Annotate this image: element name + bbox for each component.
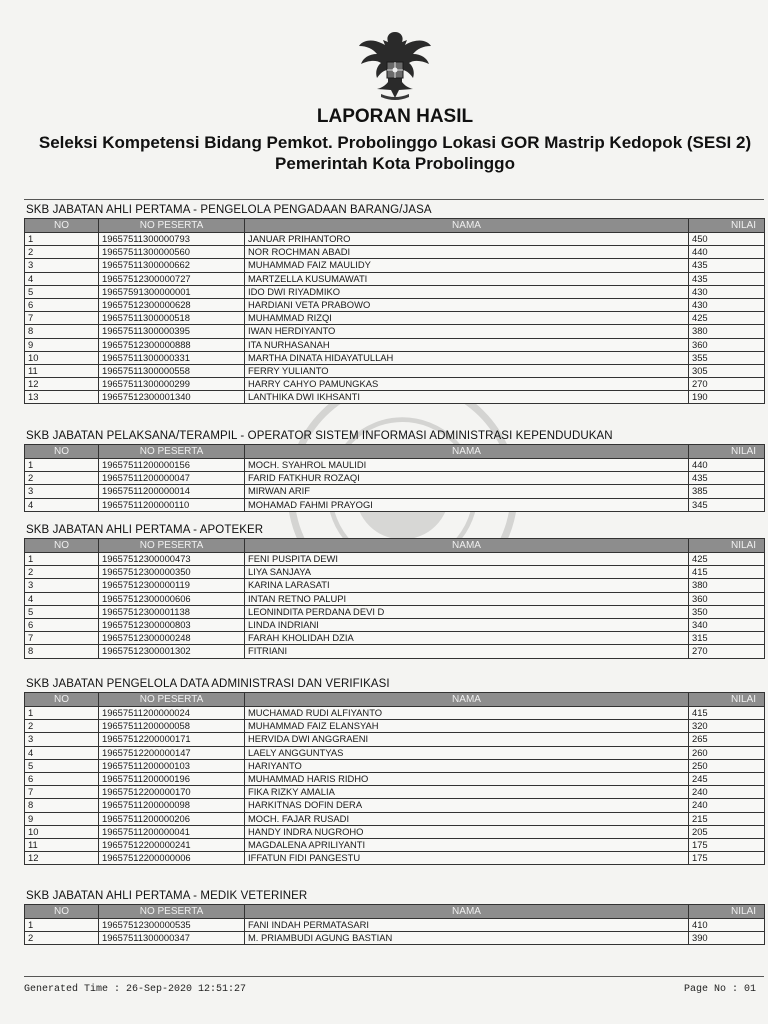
col-header-no: NO	[25, 905, 99, 919]
col-header-nama: NAMA	[245, 445, 689, 459]
cell-no-peserta: 19657512300001340	[99, 391, 245, 404]
cell-nama: FANI INDAH PERMATASARI	[245, 919, 689, 932]
table-row	[25, 932, 765, 945]
cell-no-peserta: 19657512200000241	[99, 838, 245, 851]
cell-no-peserta: 19657512300001138	[99, 605, 245, 618]
cell-no: 6	[25, 618, 99, 631]
cell-nama: HANDY INDRA NUGROHO	[245, 825, 689, 838]
cell-no-peserta: 19657511200000058	[99, 720, 245, 733]
cell-no-peserta: 19657512300000473	[99, 553, 245, 566]
table-row	[25, 351, 765, 364]
table-row	[25, 498, 765, 511]
cell-no: 8	[25, 799, 99, 812]
cell-nilai: 435	[689, 272, 765, 285]
cell-nilai: 320	[689, 720, 765, 733]
cell-nama: HARRY CAHYO PAMUNGKAS	[245, 378, 689, 391]
cell-nilai: 260	[689, 746, 765, 759]
cell-nama: MOHAMAD FAHMI PRAYOGI	[245, 498, 689, 511]
cell-nilai: 360	[689, 592, 765, 605]
cell-no-peserta: 19657511300000347	[99, 932, 245, 945]
cell-nilai: 440	[689, 246, 765, 259]
cell-no-peserta: 19657511200000041	[99, 825, 245, 838]
cell-nama: FARID FATKHUR ROZAQI	[245, 472, 689, 485]
table-row	[25, 312, 765, 325]
cell-no-peserta: 19657512300000628	[99, 298, 245, 311]
page-number: Page No : 01	[684, 984, 757, 995]
table-row	[25, 720, 765, 733]
cell-nilai: 430	[689, 298, 765, 311]
table-header-row	[25, 539, 765, 553]
cell-no: 11	[25, 364, 99, 377]
table-body	[25, 919, 765, 945]
cell-nilai: 215	[689, 812, 765, 825]
cell-no-peserta: 19657511300000558	[99, 364, 245, 377]
table-body	[25, 233, 765, 404]
cell-no-peserta: 19657511300000518	[99, 312, 245, 325]
col-header-nilai: NILAI	[689, 539, 765, 553]
cell-no-peserta: 19657511200000014	[99, 485, 245, 498]
cell-nilai: 415	[689, 707, 765, 720]
cell-no: 4	[25, 272, 99, 285]
col-header-nilai: NILAI	[689, 905, 765, 919]
col-header-peserta: NO PESERTA	[99, 219, 245, 233]
cell-nama: INTAN RETNO PALUPI	[245, 592, 689, 605]
cell-nilai: 355	[689, 351, 765, 364]
table-row	[25, 233, 765, 246]
table-row	[25, 746, 765, 759]
cell-no-peserta: 19657511300000560	[99, 246, 245, 259]
col-header-nama: NAMA	[245, 905, 689, 919]
cell-no: 13	[25, 391, 99, 404]
cell-nama: FARAH KHOLIDAH DZIA	[245, 632, 689, 645]
table-row	[25, 472, 765, 485]
cell-nilai: 425	[689, 312, 765, 325]
table-row	[25, 645, 765, 658]
cell-nilai: 425	[689, 553, 765, 566]
table-row	[25, 579, 765, 592]
table-header-row	[25, 219, 765, 233]
cell-nama: LANTHIKA DWI IKHSANTI	[245, 391, 689, 404]
table-row	[25, 733, 765, 746]
table-row	[25, 553, 765, 566]
cell-no: 7	[25, 786, 99, 799]
table-row	[25, 618, 765, 631]
col-header-no: NO	[25, 445, 99, 459]
table-row	[25, 707, 765, 720]
cell-nama: HARKITNAS DOFIN DERA	[245, 799, 689, 812]
table-body	[25, 707, 765, 865]
cell-nama: FITRIANI	[245, 645, 689, 658]
cell-no-peserta: 19657512200000170	[99, 786, 245, 799]
cell-no: 1	[25, 459, 99, 472]
table-row	[25, 825, 765, 838]
cell-no: 9	[25, 338, 99, 351]
col-header-nama: NAMA	[245, 219, 689, 233]
cell-nilai: 270	[689, 645, 765, 658]
col-header-nama: NAMA	[245, 539, 689, 553]
table-header-row	[25, 445, 765, 459]
section-apoteker	[24, 523, 764, 659]
cell-no-peserta: 19657512300000535	[99, 919, 245, 932]
col-header-no: NO	[25, 693, 99, 707]
cell-nama: IWAN HERDIYANTO	[245, 325, 689, 338]
cell-no: 1	[25, 919, 99, 932]
generated-time: Generated Time : 26-Sep-2020 12:51:27	[24, 984, 247, 995]
report-organization: Pemerintah Kota Probolinggo	[275, 154, 515, 173]
table-row	[25, 298, 765, 311]
cell-nama: HARIYANTO	[245, 759, 689, 772]
cell-nama: MARTHA DINATA HIDAYATULLAH	[245, 351, 689, 364]
cell-no-peserta: 19657591300000001	[99, 285, 245, 298]
cell-nama: MUHAMMAD RIZQI	[245, 312, 689, 325]
cell-nama: FIKA RIZKY AMALIA	[245, 786, 689, 799]
cell-no: 3	[25, 579, 99, 592]
cell-no: 5	[25, 759, 99, 772]
cell-nilai: 250	[689, 759, 765, 772]
cell-no: 2	[25, 566, 99, 579]
cell-nama: NOR ROCHMAN ABADI	[245, 246, 689, 259]
col-header-nilai: NILAI	[689, 445, 765, 459]
cell-no-peserta: 19657512200000147	[99, 746, 245, 759]
cell-no: 2	[25, 246, 99, 259]
table-row	[25, 852, 765, 865]
table-row	[25, 838, 765, 851]
cell-no-peserta: 19657512200000006	[99, 852, 245, 865]
cell-nama: MOCH. SYAHROL MAULIDI	[245, 459, 689, 472]
cell-no: 10	[25, 825, 99, 838]
cell-nilai: 345	[689, 498, 765, 511]
table-row	[25, 605, 765, 618]
cell-no: 4	[25, 746, 99, 759]
cell-nilai: 360	[689, 338, 765, 351]
cell-nama: IFFATUN FIDI PANGESTU	[245, 852, 689, 865]
table-row	[25, 632, 765, 645]
table-header-row	[25, 693, 765, 707]
cell-nilai: 265	[689, 733, 765, 746]
cell-no: 3	[25, 733, 99, 746]
cell-no: 3	[25, 485, 99, 498]
cell-no: 4	[25, 498, 99, 511]
cell-no: 8	[25, 325, 99, 338]
cell-nama: JANUAR PRIHANTORO	[245, 233, 689, 246]
cell-no: 6	[25, 772, 99, 785]
cell-no: 11	[25, 838, 99, 851]
section-title: SKB JABATAN AHLI PERTAMA - APOTEKER	[26, 524, 264, 536]
table-row	[25, 592, 765, 605]
table-row	[25, 566, 765, 579]
cell-nama: MARTZELLA KUSUMAWATI	[245, 272, 689, 285]
cell-no: 5	[25, 285, 99, 298]
cell-nilai: 270	[689, 378, 765, 391]
table-row	[25, 459, 765, 472]
cell-no-peserta: 19657512300000119	[99, 579, 245, 592]
table-row	[25, 391, 765, 404]
cell-nama: FENI PUSPITA DEWI	[245, 553, 689, 566]
cell-nama: LINDA INDRIANI	[245, 618, 689, 631]
cell-no-peserta: 19657511200000098	[99, 799, 245, 812]
table-row	[25, 812, 765, 825]
cell-nilai: 240	[689, 799, 765, 812]
results-table	[24, 218, 765, 404]
report-header	[0, 106, 768, 175]
table-row	[25, 364, 765, 377]
cell-no-peserta: 19657512300000727	[99, 272, 245, 285]
cell-nama: LEONINDITA PERDANA DEVI D	[245, 605, 689, 618]
cell-nilai: 350	[689, 605, 765, 618]
cell-nama: LIYA SANJAYA	[245, 566, 689, 579]
cell-no: 2	[25, 932, 99, 945]
cell-no: 2	[25, 472, 99, 485]
results-table	[24, 538, 765, 659]
cell-nama: IDO DWI RIYADMIKO	[245, 285, 689, 298]
cell-nama: HARDIANI VETA PRABOWO	[245, 298, 689, 311]
table-row	[25, 246, 765, 259]
cell-nilai: 380	[689, 325, 765, 338]
cell-no-peserta: 19657512200000171	[99, 733, 245, 746]
cell-no-peserta: 19657511200000196	[99, 772, 245, 785]
cell-no: 2	[25, 720, 99, 733]
cell-nilai: 390	[689, 932, 765, 945]
cell-no: 12	[25, 378, 99, 391]
cell-nilai: 190	[689, 391, 765, 404]
col-header-nilai: NILAI	[689, 693, 765, 707]
cell-nama: MUHAMMAD HARIS RIDHO	[245, 772, 689, 785]
cell-no: 8	[25, 645, 99, 658]
cell-no-peserta: 19657512300000888	[99, 338, 245, 351]
results-table	[24, 444, 765, 512]
cell-no: 1	[25, 233, 99, 246]
cell-nama: MIRWAN ARIF	[245, 485, 689, 498]
table-body	[25, 553, 765, 659]
cell-no: 9	[25, 812, 99, 825]
cell-nama: FERRY YULIANTO	[245, 364, 689, 377]
table-row	[25, 759, 765, 772]
table-row	[25, 786, 765, 799]
report-title: LAPORAN HASIL	[316, 106, 474, 127]
cell-no: 12	[25, 852, 99, 865]
cell-nama: LAELY ANGGUNTYAS	[245, 746, 689, 759]
col-header-nama: NAMA	[245, 693, 689, 707]
cell-no-peserta: 19657511300000662	[99, 259, 245, 272]
cell-no-peserta: 19657511200000110	[99, 498, 245, 511]
cell-no: 7	[25, 632, 99, 645]
cell-nama: HERVIDA DWI ANGGRAENI	[245, 733, 689, 746]
section-title: SKB JABATAN AHLI PERTAMA - MEDIK VETERINER	[26, 890, 308, 902]
section-pengadaan	[24, 203, 764, 404]
table-row	[25, 378, 765, 391]
section-medik-veteriner	[24, 889, 764, 945]
cell-no-peserta: 19657511200000024	[99, 707, 245, 720]
cell-nilai: 440	[689, 459, 765, 472]
section-pengelola-data	[24, 677, 764, 865]
cell-nama: MAGDALENA APRILIYANTI	[245, 838, 689, 851]
col-header-peserta: NO PESERTA	[99, 693, 245, 707]
results-table	[24, 692, 765, 865]
report-subtitle: Seleksi Kompetensi Bidang Pemkot. Probolinggo Lokasi GOR Mastrip Kedopok (SESI 2)	[38, 133, 752, 152]
cell-no-peserta: 19657511200000206	[99, 812, 245, 825]
cell-nama: M. PRIAMBUDI AGUNG BASTIAN	[245, 932, 689, 945]
cell-nilai: 240	[689, 786, 765, 799]
cell-nilai: 435	[689, 259, 765, 272]
cell-no: 7	[25, 312, 99, 325]
cell-nilai: 415	[689, 566, 765, 579]
cell-nilai: 305	[689, 364, 765, 377]
table-row	[25, 485, 765, 498]
col-header-peserta: NO PESERTA	[99, 905, 245, 919]
cell-nilai: 385	[689, 485, 765, 498]
results-table	[24, 904, 765, 945]
cell-nilai: 410	[689, 919, 765, 932]
cell-no: 1	[25, 707, 99, 720]
cell-no: 4	[25, 592, 99, 605]
cell-no-peserta: 19657511200000047	[99, 472, 245, 485]
table-row	[25, 325, 765, 338]
col-header-no: NO	[25, 539, 99, 553]
cell-nilai: 245	[689, 772, 765, 785]
section-title: SKB JABATAN PELAKSANA/TERAMPIL - OPERATOR SISTEM INFORMASI ADMINISTRASI KEPENDUDUKAN	[26, 430, 613, 442]
cell-nama: MUHAMMAD FAIZ MAULIDY	[245, 259, 689, 272]
cell-no: 10	[25, 351, 99, 364]
cell-no-peserta: 19657511300000331	[99, 351, 245, 364]
table-row	[25, 799, 765, 812]
cell-nilai: 315	[689, 632, 765, 645]
header-divider	[24, 199, 764, 200]
cell-no: 1	[25, 553, 99, 566]
cell-nilai: 450	[689, 233, 765, 246]
cell-nama: MUCHAMAD RUDI ALFIYANTO	[245, 707, 689, 720]
cell-nilai: 435	[689, 472, 765, 485]
cell-nama: KARINA LARASATI	[245, 579, 689, 592]
cell-no-peserta: 19657512300000248	[99, 632, 245, 645]
table-row	[25, 285, 765, 298]
cell-no: 3	[25, 259, 99, 272]
cell-no-peserta: 19657512300000350	[99, 566, 245, 579]
garuda-emblem-icon	[355, 26, 435, 106]
cell-nama: MOCH. FAJAR RUSADI	[245, 812, 689, 825]
cell-no-peserta: 19657511200000156	[99, 459, 245, 472]
cell-nilai: 175	[689, 852, 765, 865]
table-header-row	[25, 905, 765, 919]
section-title: SKB JABATAN PENGELOLA DATA ADMINISTRASI DAN VERIFIKASI	[26, 678, 390, 690]
cell-nama: ITA NURHASANAH	[245, 338, 689, 351]
col-header-peserta: NO PESERTA	[99, 445, 245, 459]
col-header-no: NO	[25, 219, 99, 233]
cell-no-peserta: 19657512300000606	[99, 592, 245, 605]
cell-no-peserta: 19657511300000299	[99, 378, 245, 391]
cell-no-peserta: 19657512300000803	[99, 618, 245, 631]
footer-divider	[24, 976, 764, 977]
table-row	[25, 919, 765, 932]
cell-no: 5	[25, 605, 99, 618]
section-operator-siak	[24, 429, 764, 512]
cell-nilai: 340	[689, 618, 765, 631]
cell-nilai: 380	[689, 579, 765, 592]
col-header-peserta: NO PESERTA	[99, 539, 245, 553]
cell-nama: MUHAMMAD FAIZ ELANSYAH	[245, 720, 689, 733]
cell-nilai: 205	[689, 825, 765, 838]
table-row	[25, 272, 765, 285]
col-header-nilai: NILAI	[689, 219, 765, 233]
cell-no-peserta: 19657512300001302	[99, 645, 245, 658]
cell-no-peserta: 19657511200000103	[99, 759, 245, 772]
cell-no: 6	[25, 298, 99, 311]
cell-no-peserta: 19657511300000793	[99, 233, 245, 246]
table-row	[25, 772, 765, 785]
table-row	[25, 259, 765, 272]
section-title: SKB JABATAN AHLI PERTAMA - PENGELOLA PENGADAAN BARANG/JASA	[26, 204, 432, 216]
table-body	[25, 459, 765, 512]
table-row	[25, 338, 765, 351]
cell-nilai: 430	[689, 285, 765, 298]
cell-nilai: 175	[689, 838, 765, 851]
cell-no-peserta: 19657511300000395	[99, 325, 245, 338]
